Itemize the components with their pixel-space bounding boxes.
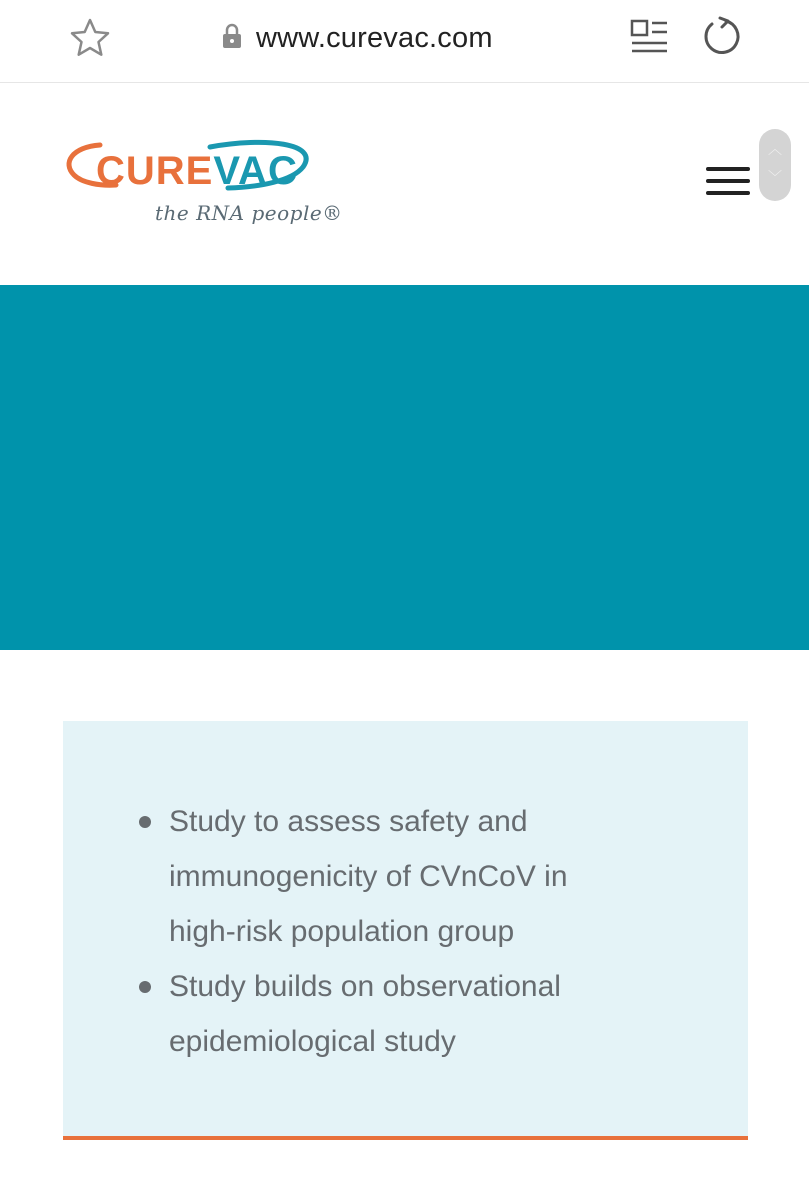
curevac-logo[interactable]: [60, 133, 350, 233]
reload-icon[interactable]: [698, 14, 744, 60]
bullet-icon: [139, 816, 151, 828]
hero-banner: [0, 285, 809, 650]
highlights-box: [63, 721, 748, 1140]
site-header: [0, 83, 809, 285]
logo-wordmark: CUREVAC: [96, 149, 298, 193]
logo-tagline: the RNA people®: [155, 201, 343, 225]
scroll-down-icon[interactable]: ﹀: [768, 169, 782, 185]
url-text[interactable]: www.curevac.com: [256, 22, 493, 54]
bookmark-star-icon[interactable]: [68, 16, 112, 60]
scroll-up-icon[interactable]: ︿: [768, 141, 782, 157]
menu-hamburger-icon[interactable]: [706, 167, 750, 199]
list-item: Study to assess safety and immunogenicity of CVnCoV in high-risk population group: [139, 794, 639, 959]
lock-icon: [221, 23, 243, 49]
browser-address-bar: [0, 0, 809, 83]
reader-mode-icon[interactable]: [627, 16, 671, 60]
scroll-control[interactable]: [759, 129, 791, 201]
highlights-list: [139, 794, 639, 1069]
list-item: Study builds on observational epidemiological study: [139, 959, 639, 1069]
bullet-icon: [139, 981, 151, 993]
